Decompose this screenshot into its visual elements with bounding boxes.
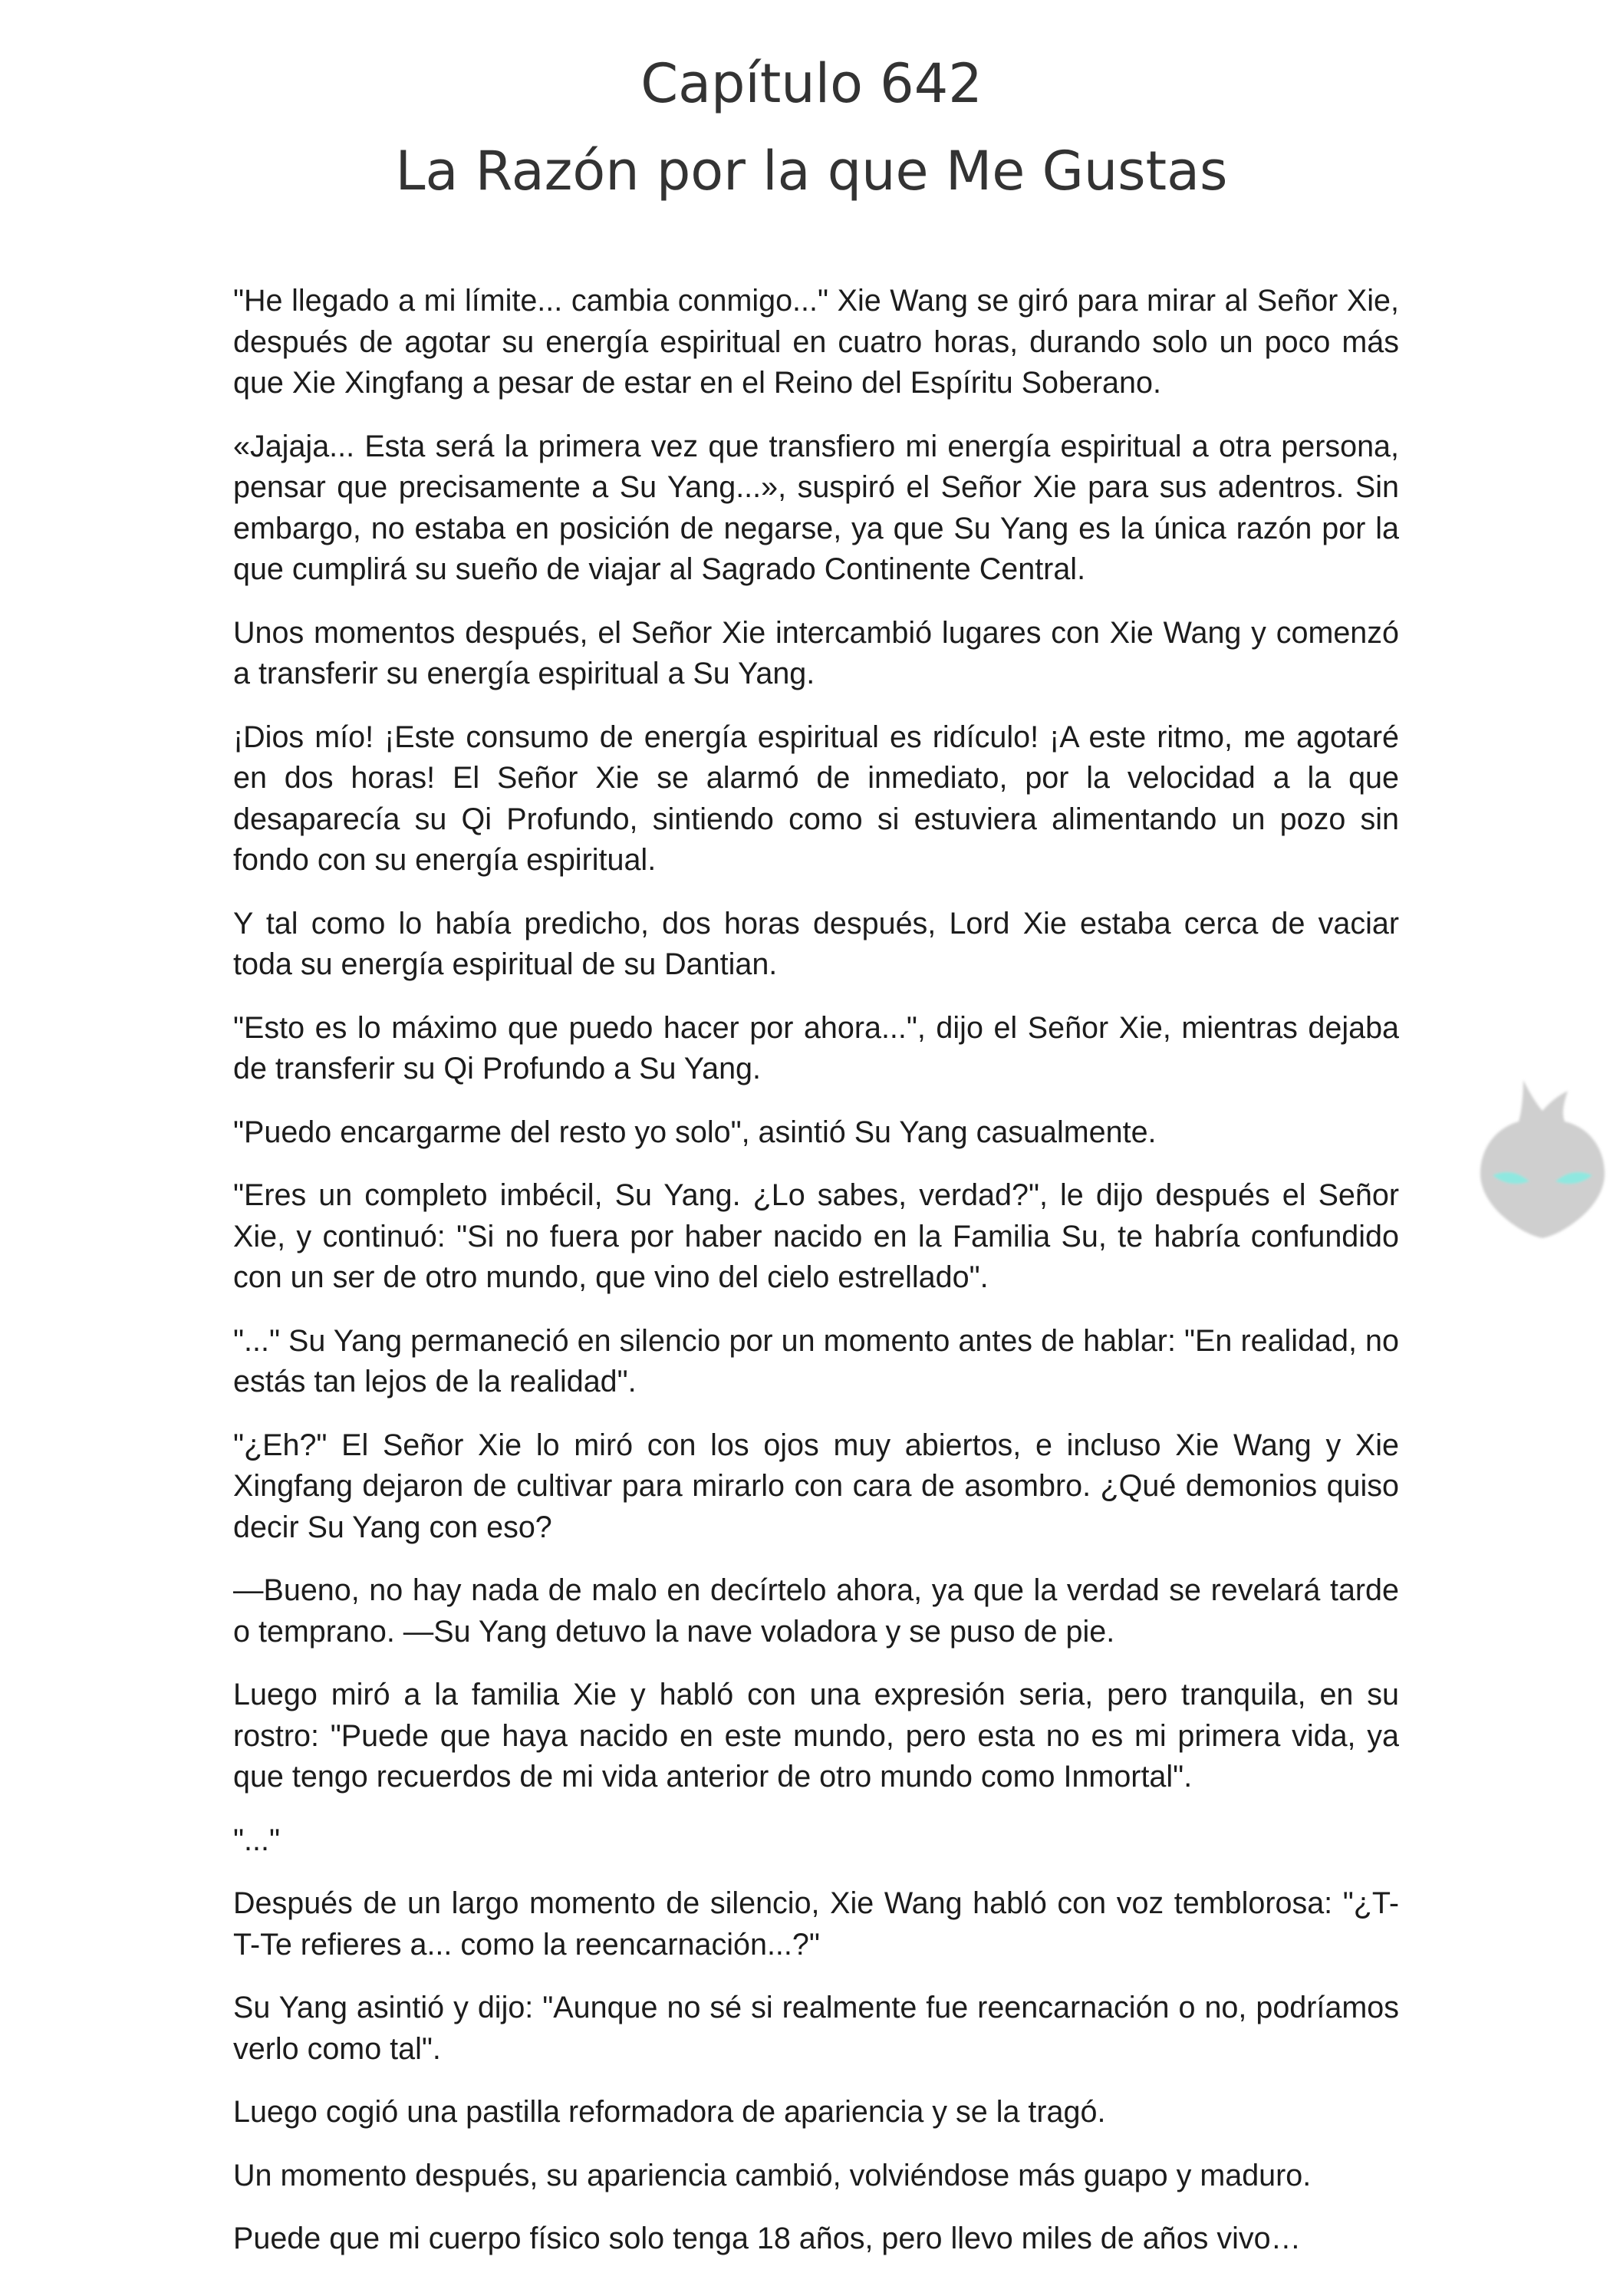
demon-head-icon	[1470, 1074, 1615, 1243]
paragraph: Luego miró a la familia Xie y habló con una expresión seria, pero tranquila, en su rostro: "Puede que haya nacido en este mundo, pero esta no es mi primera vida, ya que tengo recuerdos de mi vida anterior de otro mundo como Inmortal".	[233, 1678, 1399, 1794]
paragraph: Puede que mi cuerpo físico solo tenga 18 años, pero llevo miles de años vivo…	[233, 2222, 1302, 2255]
paragraph: Un momento después, su apariencia cambió, volviéndose más guapo y maduro.	[233, 2158, 1312, 2192]
paragraph: "Esto es lo máximo que puedo hacer por ahora...", dijo el Señor Xie, mientras dejaba de transferir su Qi Profundo a Su Yang.	[233, 1010, 1399, 1085]
paragraph: Después de un largo momento de silencio, Xie Wang habló con voz temblorosa: "¿T-T-Te refieres a... como la reencarnación...?"	[233, 1886, 1399, 1962]
paragraph: "Puedo encargarme del resto yo solo", asintió Su Yang casualmente.	[233, 1115, 1157, 1149]
paragraph: Unos momentos después, el Señor Xie intercambió lugares con Xie Wang y comenzó a transferir su energía espiritual a Su Yang.	[233, 615, 1399, 690]
paragraph: "¿Eh?" El Señor Xie lo miró con los ojos muy abiertos, e incluso Xie Wang y Xie Xingfang dejaron de cultivar para mirarlo con cara de asombro. ¿Qué demonios quiso decir Su Yang con eso?	[233, 1428, 1399, 1544]
paragraph: "He llegado a mi límite... cambia conmigo..." Xie Wang se giró para mirar al Señor Xie, después de agotar su energía espiritual en cuatro horas, durando solo un poco más que Xie Xingfang a pesar de estar en el Reino del Espíritu Soberano.	[233, 284, 1399, 400]
chapter-title	[0, 40, 1623, 215]
paragraph: "Eres un completo imbécil, Su Yang. ¿Lo sabes, verdad?", le dijo después el Señor Xie, y continuó: "Si no fuera por haber nacido en la Familia Su, te habría confundido con un ser de otro mundo, que vino del cielo estrellado".	[233, 1178, 1399, 1294]
paragraph: Su Yang asintió y dijo: "Aunque no sé si realmente fue reencarnación o no, podríamos verlo como tal".	[233, 1991, 1399, 2066]
chapter-body	[233, 281, 1399, 2282]
paragraph: ¡Dios mío! ¡Este consumo de energía espiritual es ridículo! ¡A este ritmo, me agotaré en dos horas! El Señor Xie se alarmó de inmediato, por la velocidad a la que desaparecía su Qi Profundo, sintiendo como si estuviera alimentando un pozo sin fondo con su energía espiritual.	[233, 720, 1399, 877]
paragraph: «Jajaja... Esta será la primera vez que transfiero mi energía espiritual a otra persona, pensar que precisamente a Su Yang...», suspiró el Señor Xie para sus adentros. Sin embargo, no estaba en posición de negarse, ya que Su Yang es la única razón por la que cumplirá su sueño de viajar al Sagrado Continente Central.	[233, 429, 1399, 586]
chapter-number: Capítulo 642	[640, 52, 983, 115]
paragraph: "..."	[233, 1823, 280, 1857]
paragraph: "..." Su Yang permaneció en silencio por un momento antes de hablar: "En realidad, no estás tan lejos de la realidad".	[233, 1323, 1399, 1398]
paragraph: Y tal como lo había predicho, dos horas después, Lord Xie estaba cerca de vaciar toda su energía espiritual de su Dantian.	[233, 906, 1399, 981]
paragraph: —Bueno, no hay nada de malo en decírtelo ahora, ya que la verdad se revelará tarde o temprano. —Su Yang detuvo la nave voladora y se puso de pie.	[233, 1573, 1399, 1649]
chapter-name: La Razón por la que Me Gustas	[395, 140, 1228, 203]
paragraph: Luego cogió una pastilla reformadora de apariencia y se la tragó.	[233, 2095, 1106, 2129]
